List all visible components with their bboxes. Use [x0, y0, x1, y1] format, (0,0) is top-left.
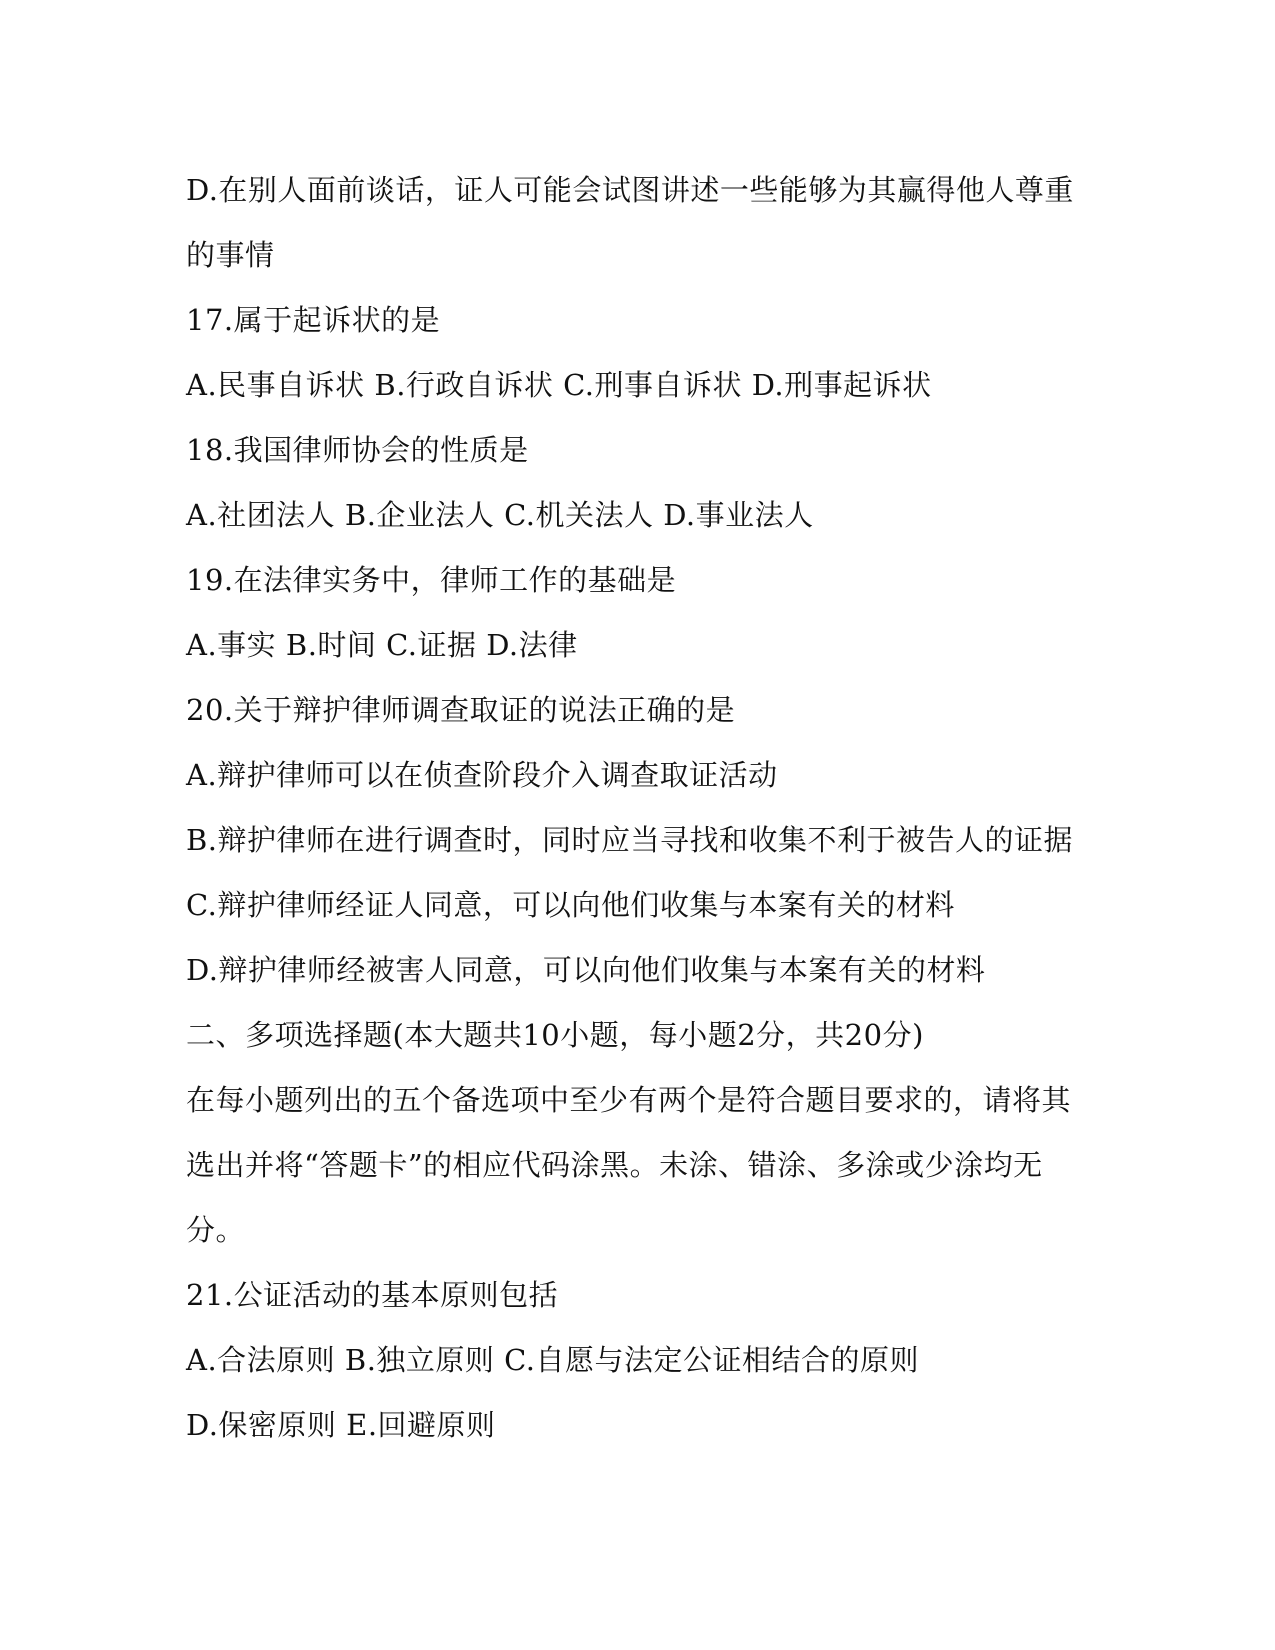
question-20: 20.关于辩护律师调查取证的说法正确的是 — [186, 693, 736, 727]
section-instructions-line-1: 在每小题列出的五个备选项中至少有两个是符合题目要求的，请将其 — [186, 1083, 1072, 1117]
question-21: 21.公证活动的基本原则包括 — [186, 1278, 559, 1312]
section-heading: 二、多项选择题(本大题共10小题，每小题2分，共20分) — [186, 1018, 924, 1052]
section-instructions-line-2: 选出并将“答题卡”的相应代码涂黑。未涂、错涂、多涂或少涂均无 — [186, 1148, 1043, 1182]
question-19: 19.在法律实务中，律师工作的基础是 — [186, 563, 677, 597]
question-20-option-d: D.辩护律师经被害人同意，可以向他们收集与本案有关的材料 — [186, 953, 986, 987]
question-20-option-a: A.辩护律师可以在侦查阶段介入调查取证活动 — [186, 758, 778, 792]
question-18-options: A.社团法人 B.企业法人 C.机关法人 D.事业法人 — [186, 498, 814, 532]
q16-option-d-line-2: 的事情 — [186, 238, 275, 272]
q16-option-d-line-1: D.在别人面前谈话，证人可能会试图讲述一些能够为其赢得他人尊重 — [186, 173, 1074, 207]
section-instructions-line-3: 分。 — [186, 1213, 246, 1247]
question-21-options-line-2: D.保密原则 E.回避原则 — [186, 1408, 496, 1442]
question-17: 17.属于起诉状的是 — [186, 303, 441, 337]
question-19-options: A.事实 B.时间 C.证据 D.法律 — [186, 628, 578, 662]
question-17-options: A.民事自诉状 B.行政自诉状 C.刑事自诉状 D.刑事起诉状 — [186, 368, 932, 402]
question-20-option-c: C.辩护律师经证人同意，可以向他们收集与本案有关的材料 — [186, 888, 955, 922]
question-21-options-line-1: A.合法原则 B.独立原则 C.自愿与法定公证相结合的原则 — [186, 1343, 920, 1377]
question-20-option-b: B.辩护律师在进行调查时，同时应当寻找和收集不利于被告人的证据 — [186, 823, 1074, 857]
document-body — [186, 158, 1074, 1458]
question-18: 18.我国律师协会的性质是 — [186, 433, 529, 467]
